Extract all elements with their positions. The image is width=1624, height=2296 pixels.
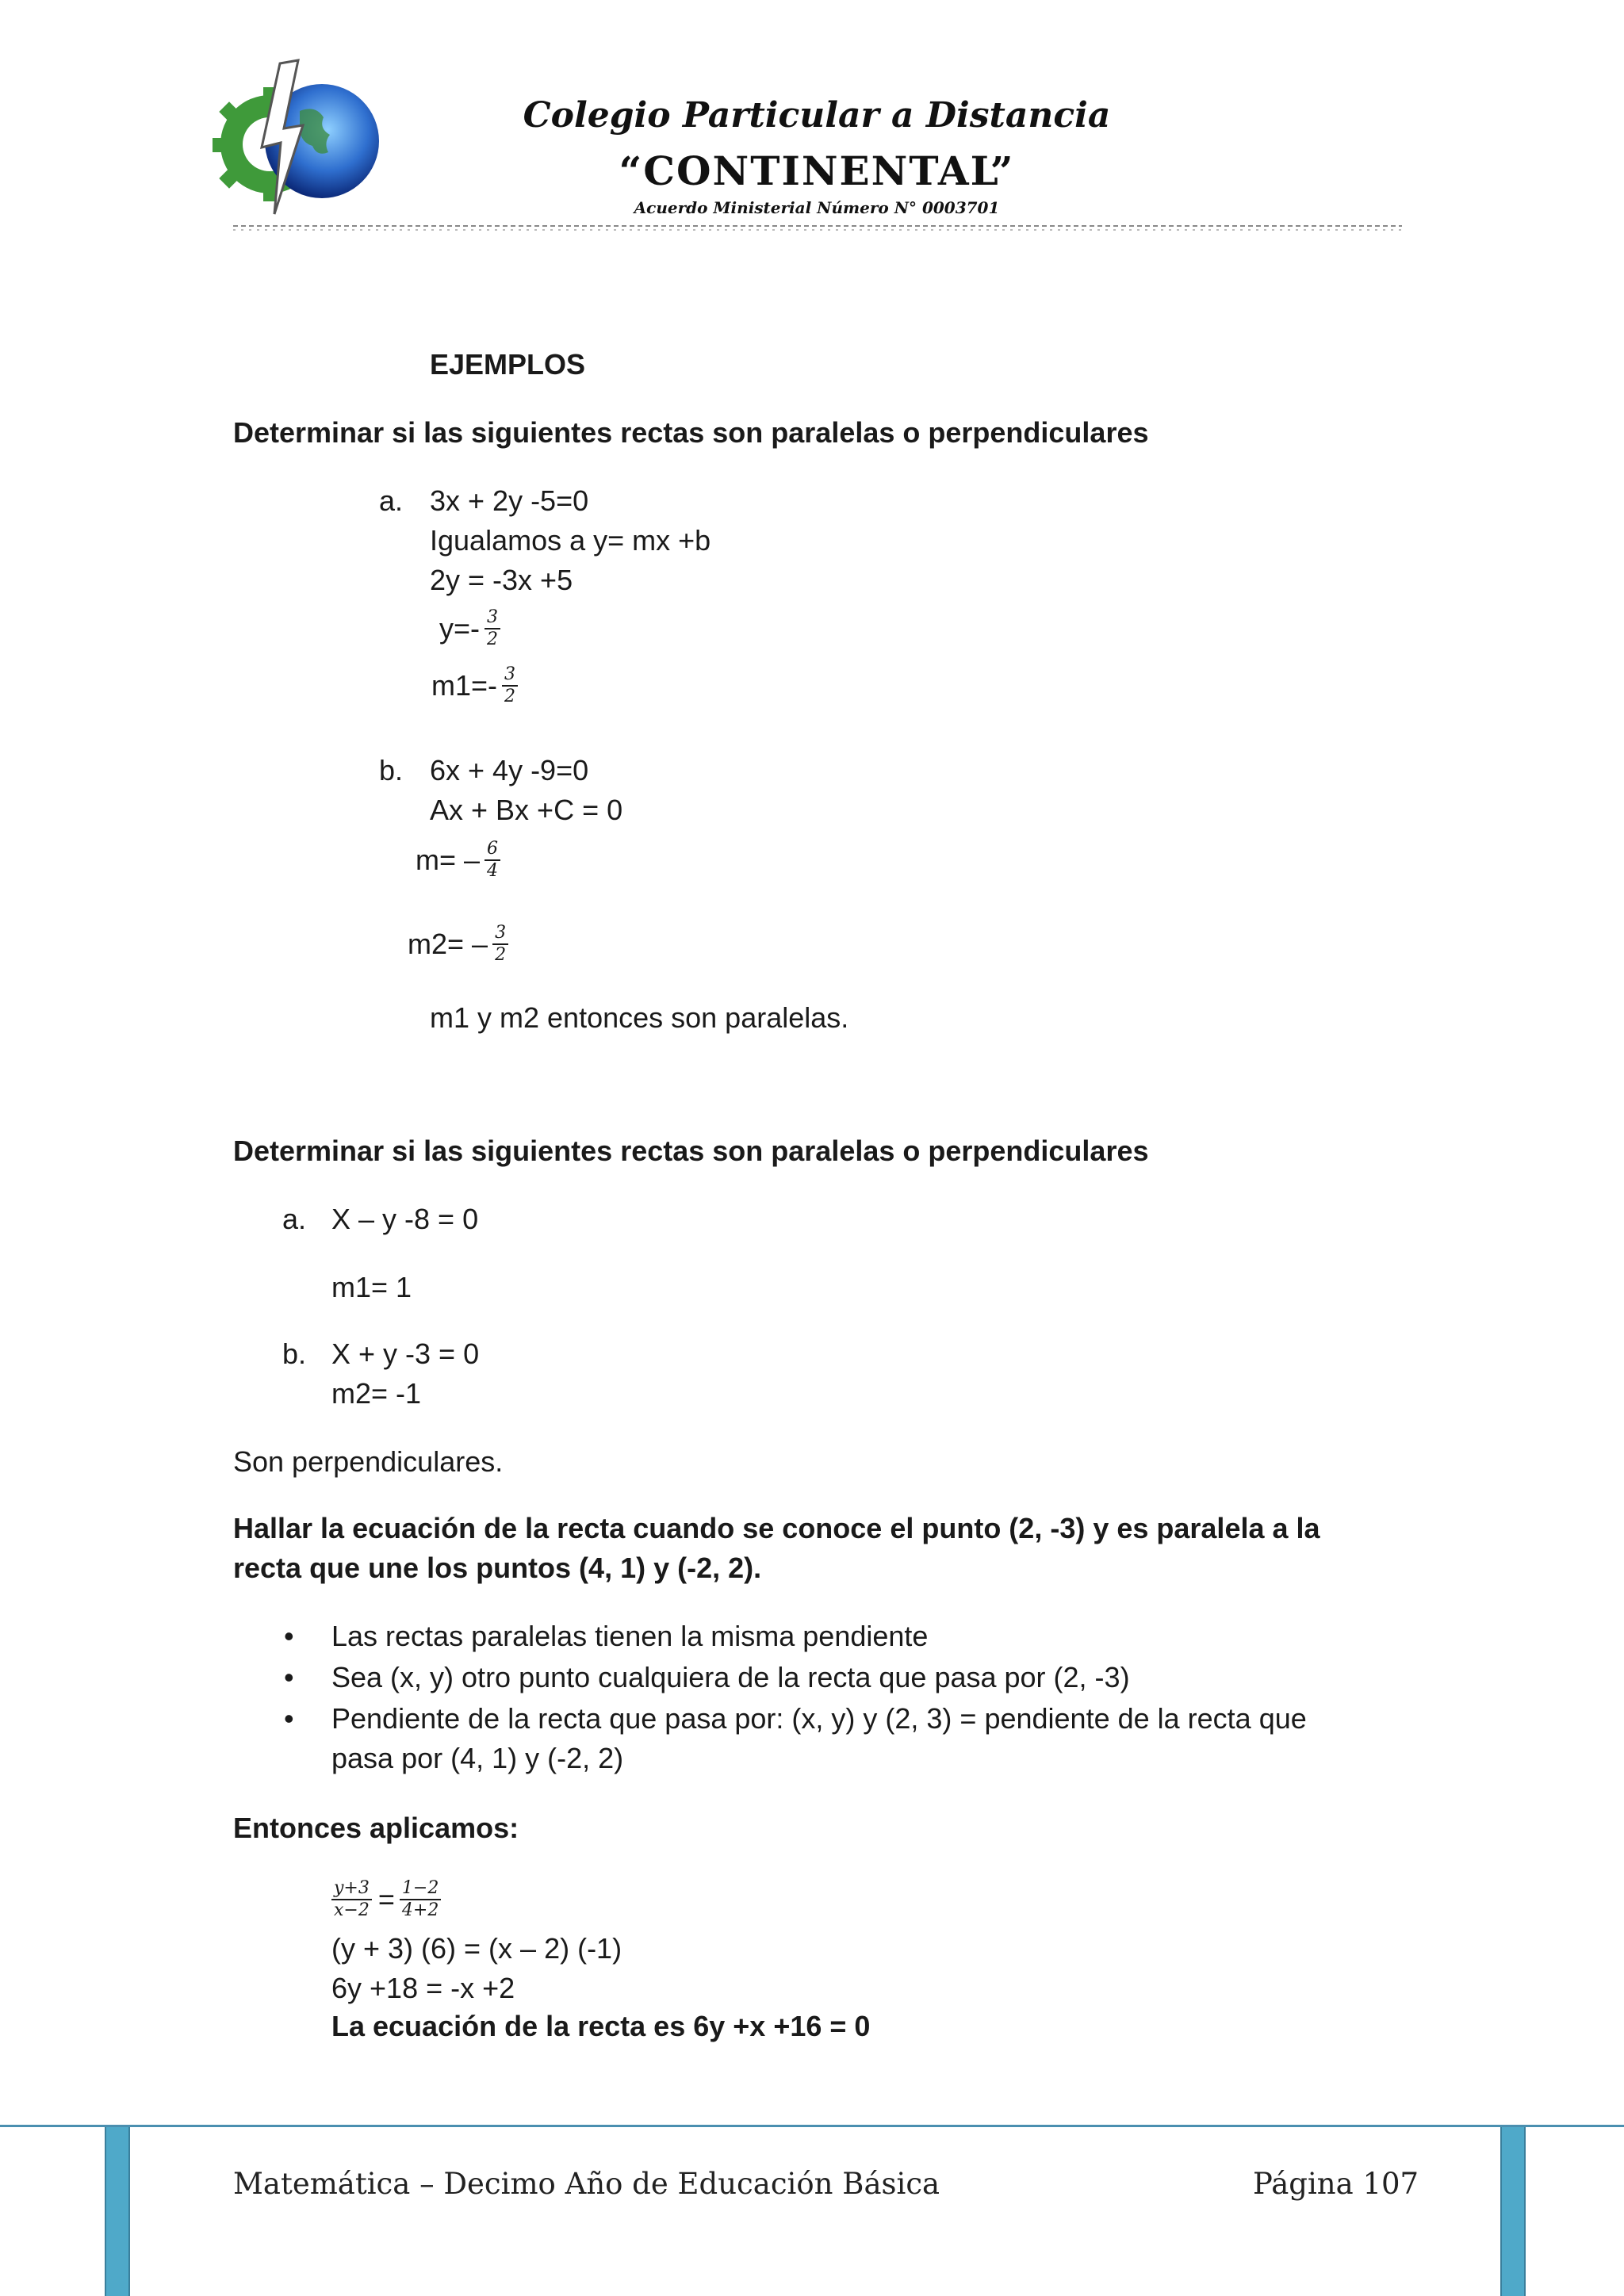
apply-heading: Entonces aplicamos: (233, 1812, 519, 1844)
slope-equation (331, 1874, 441, 1925)
bullet-dot: • (284, 1661, 294, 1693)
fraction-denominator: x−2 (334, 1900, 370, 1920)
footer-top-line (0, 2125, 1624, 2127)
item-b-m-fraction (485, 839, 500, 882)
fraction-denominator: 4 (487, 861, 499, 881)
school-name-line1: Colegio Particular a Distancia (523, 95, 1111, 136)
left-fraction (331, 1878, 372, 1921)
item-b-conclusion: m1 y m2 entonces son paralelas. (430, 1001, 849, 1034)
fraction-numerator: 3 (502, 664, 518, 687)
s2-item-b-slope: m2= -1 (331, 1377, 422, 1410)
fraction-denominator: 2 (487, 629, 499, 649)
fraction-numerator: 3 (492, 923, 508, 945)
item-b-m2-label: m2= – (408, 928, 488, 960)
bullet-item: Las rectas paralelas tienen la misma pendiente (331, 1620, 929, 1652)
item-a-step2: 2y = -3x +5 (430, 564, 573, 596)
solution-step1: (y + 3) (6) = (x – 2) (-1) (331, 1932, 622, 1965)
item-b-marker: b. (379, 754, 404, 786)
bullet-dot: • (284, 1702, 294, 1735)
fraction-denominator: 2 (504, 687, 516, 706)
bullet-item-continuation: pasa por (4, 1) y (-2, 2) (331, 1742, 624, 1774)
item-b-m-label: m= – (416, 844, 481, 876)
school-name-line2: “CONTINENTAL” (619, 147, 1015, 194)
footer-right-bar (1500, 2127, 1526, 2296)
item-a-equation: 3x + 2y -5=0 (430, 484, 589, 517)
problem-statement-line2: recta que une los puntos (4, 1) y (-2, 2). (233, 1552, 762, 1584)
solution-result: La ecuación de la recta es 6y +x +16 = 0 (331, 2010, 871, 2042)
ministerial-agreement: Acuerdo Ministerial Número N° 0003701 (634, 198, 1000, 217)
header-divider (233, 222, 1402, 233)
s2-conclusion: Son perpendiculares. (233, 1445, 504, 1478)
fraction-numerator: 3 (485, 607, 500, 629)
fraction-numerator: 1−2 (400, 1878, 441, 1900)
item-a-m1-fraction (502, 664, 518, 707)
problem-statement-line1: Hallar la ecuación de la recta cuando se conoce el punto (2, -3) y es paralela a la (233, 1512, 1320, 1544)
fraction-numerator: 6 (485, 839, 500, 861)
item-a-m1-label: m1=- (431, 669, 498, 702)
item-b-equation: 6x + 4y -9=0 (430, 754, 589, 786)
footer-subject: Matemática – Decimo Año de Educación Básica (233, 2167, 940, 2201)
school-logo (205, 55, 395, 222)
item-a-y-fraction (485, 607, 500, 650)
section2-subtitle: Determinar si las siguientes rectas son paralelas o perpendiculares (233, 1135, 1149, 1167)
fraction-denominator: 4+2 (401, 1900, 439, 1920)
s2-item-a-equation: X – y -8 = 0 (331, 1203, 479, 1235)
s2-item-b-equation: X + y -3 = 0 (331, 1337, 480, 1370)
item-b-m2-fraction (492, 923, 508, 966)
s2-item-b-marker: b. (282, 1337, 307, 1370)
bullet-item: Pendiente de la recta que pasa por: (x, y) y (2, 3) = pendiente de la recta que (331, 1702, 1307, 1735)
bullet-item: Sea (x, y) otro punto cualquiera de la recta que pasa por (2, -3) (331, 1661, 1130, 1693)
bullet-dot: • (284, 1620, 294, 1652)
item-a-marker: a. (379, 484, 404, 517)
s2-item-a-marker: a. (282, 1203, 307, 1235)
footer-left-bar (105, 2127, 130, 2296)
item-b-step1: Ax + Bx +C = 0 (430, 794, 623, 826)
s2-item-a-slope: m1= 1 (331, 1271, 412, 1303)
item-a-step1: Igualamos a y= mx +b (430, 524, 711, 557)
item-b-m-expression (416, 832, 500, 888)
footer-page-number: Página 107 (1253, 2167, 1419, 2201)
fraction-denominator: 2 (495, 945, 507, 965)
equals-sign: = (377, 1883, 395, 1915)
fraction-numerator: y+3 (331, 1878, 372, 1900)
examples-heading: EJEMPLOS (430, 348, 586, 381)
right-fraction (400, 1878, 441, 1921)
item-b-m2-expression (408, 916, 508, 972)
item-a-y-expression (439, 601, 500, 656)
item-a-m1-expression (431, 658, 518, 714)
item-a-y-label: y=- (439, 612, 481, 645)
solution-step2: 6y +18 = -x +2 (331, 1972, 515, 2004)
section1-subtitle: Determinar si las siguientes rectas son paralelas o perpendiculares (233, 416, 1149, 449)
